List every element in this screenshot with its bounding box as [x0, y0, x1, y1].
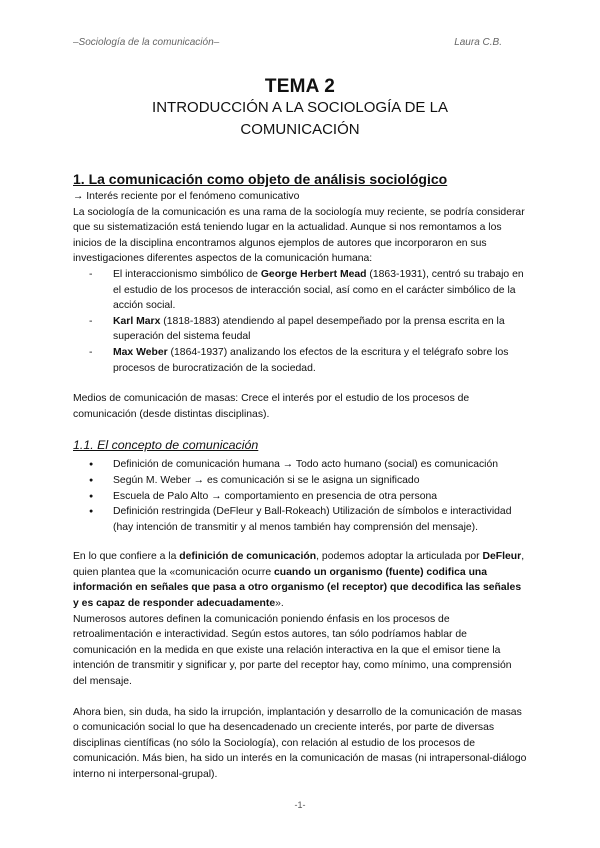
defleur-paragraph	[73, 549, 528, 611]
author-item-mead	[113, 267, 528, 314]
author-text: (1863-1931), centró su trabajo en el estudio de los procesos de interacción social, así como en el carácter simbólico de la acción social.	[113, 268, 524, 312]
arrow-line: → Interés reciente por el fenómeno comunicativo	[73, 191, 300, 202]
text-run: , podemos adoptar la articulada por	[316, 551, 483, 563]
author-name: Max Weber	[113, 346, 168, 358]
definitions-list	[73, 457, 528, 535]
section-heading-1: 1. La comunicación como objeto de análisis sociológico	[73, 171, 448, 187]
definition-item: ● Definición restringida (DeFleur y Ball-Rokeach) Utilización de símbolos e interactividad (hay intención de transmitir y al menos también hay comprensión del mensaje).	[113, 504, 528, 535]
ahora-paragraph: Ahora bien, sin duda, ha sido la irrupción, implantación y desarrollo de la comunicación de masas o comunicación social lo que ha desencadenado un creciente interés, por parte de diversas disciplinas científicas (no sólo la Sociología), con relación al estudio de los procesos de comunicación. Más bien, ha sido un interés en la comunicación de masas (ni intrapersonal-diálogo interno ni interpersonal-grupal).	[73, 706, 527, 780]
author-text: (1818-1883) atendiendo al papel desempeñado por la prensa escrita en la superación del sistema feudal	[113, 315, 505, 343]
text-run: , quien plantea que la «comunicación ocurre	[73, 551, 525, 578]
definition-item: ● Escuela de Palo Alto → comportamiento en presencia de otra persona	[113, 489, 528, 505]
numerosos-paragraph: Numerosos autores definen la comunicación poniendo énfasis en los procesos de retroalimentación e interactividad. Según estos autores, tan sólo podríamos hablar de comunicación en la medida en que existe una relación interactiva en la que el emisor tiene la intención de transmitir y significar y, por parte del receptor hay, como mínimo, una comprensión del mensaje.	[73, 613, 512, 688]
author-item-weber	[113, 345, 528, 376]
authors-list	[73, 267, 528, 376]
definition-item: ● Según M. Weber → es comunicación si se le asigna un significado	[113, 473, 528, 489]
definition-item: ● Definición de comunicación humana → Todo acto humano (social) es comunicación	[113, 457, 528, 473]
running-header-author: Laura C.B.	[454, 37, 502, 48]
author-text: El interaccionismo simbólico de	[113, 268, 261, 280]
bold-run: cuando un organismo (fuente) codifica una información en señales que pasa a otro organismo (el receptor) que decodifica las señales y es capaz de responder adecuadamente	[73, 566, 522, 610]
author-name: Karl Marx	[113, 315, 161, 327]
text-run: ».	[275, 598, 284, 610]
page-subtitle: INTRODUCCIÓN A LA SOCIOLOGÍA DE LA COMUNICACIÓN	[152, 99, 448, 138]
author-name: George Herbert Mead	[260, 268, 367, 280]
section-heading-1-1: 1.1. El concepto de comunicación	[73, 438, 259, 453]
running-header-course: –Sociología de la comunicación–	[73, 37, 220, 48]
author-text: (1864-1937) analizando los efectos de la escritura y el telégrafo sobre los procesos de burocratización de la sociedad.	[113, 346, 509, 374]
bold-run: DeFleur	[482, 551, 522, 563]
medios-paragraph: Medios de comunicación de masas: Crece el interés por el estudio de los procesos de comunicación (desde distintas disciplinas).	[73, 393, 470, 420]
author-item-marx	[113, 314, 528, 345]
document-body	[73, 170, 528, 783]
intro-paragraph: La sociología de la comunicación es una rama de la sociología muy reciente, se podría considerar que su sistematización está teniendo lugar en la actualidad. Aunque si nos remontamos a los inicios de la disciplina encontramos algunos ejemplos de autores que incorporaron en sus investigaciones diferentes aspectos de la comunicación humana:	[73, 206, 525, 265]
page-title: TEMA 2	[264, 76, 336, 97]
page-number: -1-	[294, 800, 306, 810]
text-run: En lo que confiere a la	[73, 551, 180, 563]
bold-run: definición de comunicación	[179, 551, 317, 563]
